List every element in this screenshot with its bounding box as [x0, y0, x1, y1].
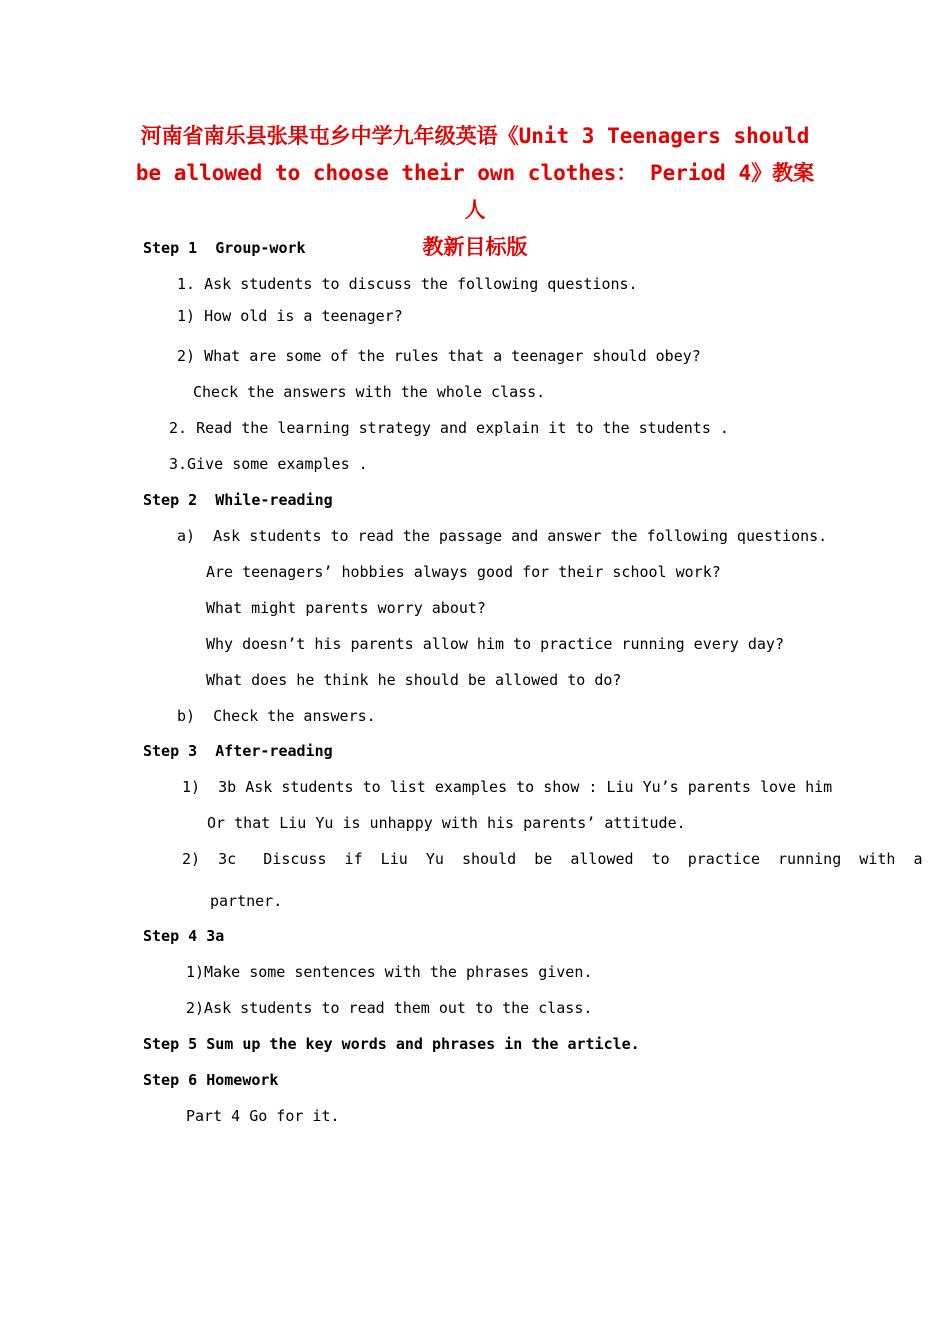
step3-item-1-continued: Or that Liu Yu is unhappy with his parents’ attitude.: [207, 814, 686, 832]
step6-item-1: Part 4 Go for it.: [186, 1107, 340, 1125]
step3-item-2-continued: partner.: [210, 892, 283, 910]
step2-item-b: b) Check the answers.: [177, 707, 376, 725]
title-line-3: 教新目标版: [422, 235, 528, 259]
step1-question-1: 1) How old is a teenager?: [177, 307, 403, 325]
title-line-1: 河南省南乐县张果屯乡中学九年级英语《Unit 3 Teenagers should: [140, 124, 810, 148]
step2-question-3: Why doesn’t his parents allow him to practice running every day?: [206, 635, 784, 653]
step2-question-4: What does he think he should be allowed to do?: [206, 671, 622, 689]
step4-item-2: 2)Ask students to read them out to the class.: [186, 999, 593, 1017]
step1-item-3: 3.Give some examples .: [169, 455, 368, 473]
step3-item-1: 1) 3b Ask students to list examples to show : Liu Yu’s parents love him: [182, 778, 833, 796]
title-line-2: be allowed to choose their own clothes： Period 4》教案 人: [135, 161, 815, 222]
step3-heading: Step 3 After-reading: [143, 742, 333, 760]
step3-item-2: 2) 3c Discuss if Liu Yu should be allowed to practice running with a: [182, 850, 923, 868]
step2-heading: Step 2 While-reading: [143, 491, 333, 509]
step2-question-2: What might parents worry about?: [206, 599, 486, 617]
step1-item-1: 1. Ask students to discuss the following questions.: [177, 275, 638, 293]
step1-heading: Step 1 Group-work: [143, 239, 306, 257]
step6-heading: Step 6 Homework: [143, 1071, 279, 1089]
step2-question-1: Are teenagers’ hobbies always good for their school work?: [206, 563, 721, 581]
step1-question-2: 2) What are some of the rules that a teenager should obey?: [177, 347, 701, 365]
step4-item-1: 1)Make some sentences with the phrases given.: [186, 963, 593, 981]
step1-check: Check the answers with the whole class.: [193, 383, 546, 401]
step4-heading: Step 4 3a: [143, 927, 225, 945]
step1-item-2: 2. Read the learning strategy and explain it to the students .: [169, 419, 729, 437]
step5-heading: Step 5 Sum up the key words and phrases in the article.: [143, 1035, 640, 1053]
step2-item-a: a) Ask students to read the passage and answer the following questions.: [177, 527, 828, 545]
